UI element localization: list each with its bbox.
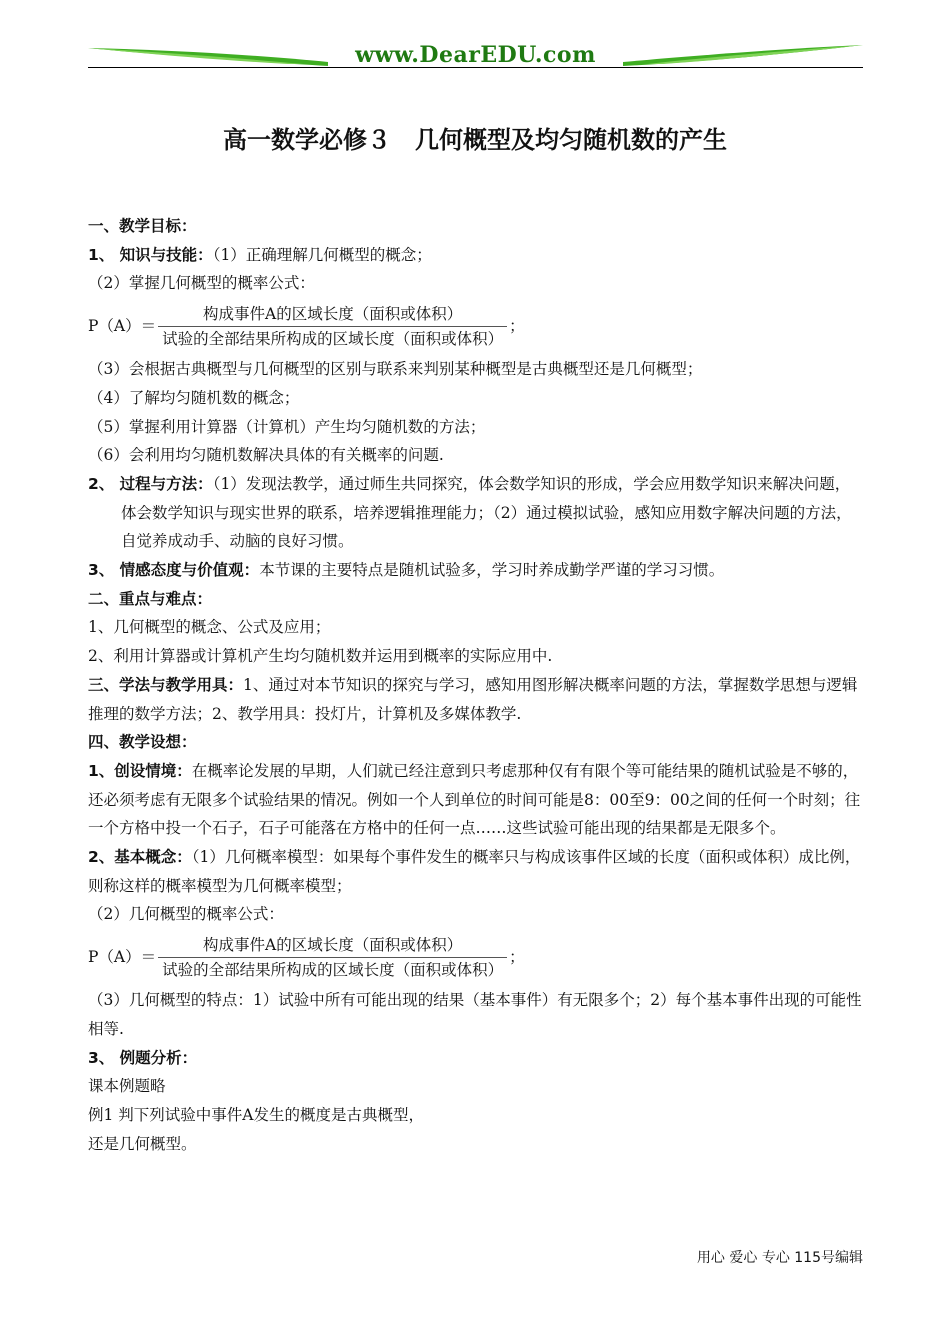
formula-fraction	[158, 302, 507, 351]
objective-knowledge-label: 1、 知识与技能：	[88, 245, 213, 264]
objective-item: （2）掌握几何概型的概率公式：	[88, 274, 315, 293]
formula-numerator: 构成事件A的区域长度（面积或体积）	[203, 936, 463, 955]
document-body	[88, 212, 864, 1158]
design-examples-label: 3、 例题分析：	[88, 1048, 198, 1067]
design-examples-item: 例1 判下列试验中事件A发生的概度是古典概型，	[88, 1105, 424, 1124]
design-scenario-label: 1、创设情境：	[88, 761, 192, 780]
objective-process-text: （1）发现法教学，通过师生共同探究，体会数学知识的形成，学会应用数学知识来解决问题，体会数学知识与现实世界的联系，培养逻辑推理能力；（2）通过模拟试验，感知应用数字解决问题的方法，自觉养成动手、动脑的良好习惯。	[121, 474, 852, 551]
objective-process-label: 2、 过程与方法：	[88, 474, 213, 493]
objective-item: （5）掌握利用计算器（计算机）产生均匀随机数的方法；	[88, 417, 486, 436]
objective-item: （4）了解均匀随机数的概念；	[88, 388, 300, 407]
objective-process	[88, 470, 864, 556]
formula-lhs: P（A）＝	[88, 948, 157, 967]
design-concepts-item: （2）几何概型的概率公式：	[88, 905, 284, 924]
design-concepts-label: 2、基本概念：	[88, 848, 192, 867]
design-concepts	[88, 843, 864, 900]
probability-formula	[88, 298, 864, 355]
objective-knowledge-text: （1）正确理解几何概型的概念；	[212, 245, 432, 264]
methods-text: 1、通过对本节知识的探究与学习，感知用图形解决概率问题的方法，掌握数学思想与逻辑推理的数学方法；2、教学用具：投灯片，计算机及多媒体教学.	[88, 675, 858, 723]
formula-denominator: 试验的全部结果所构成的区域长度（面积或体积）	[158, 957, 507, 982]
design-scenario-text: 在概率论发展的早期，人们就已经注意到只考虑那种仅有有限个等可能结果的随机试验是不够的，还必须考虑有无限多个试验结果的情况。例如一个人到单位的时间可能是8：00至9：00之间的任何一个时刻；往一个方格中投一个石子，石子可能落在方格中的任何一点……这些试验可能出现的结果都是无限多个。	[88, 761, 861, 838]
page-footer: 用心 爱心 专心 115号编辑	[696, 1250, 863, 1266]
section-heading-objectives: 一、教学目标：	[88, 217, 197, 235]
keypoint-item: 1、几何概型的概念、公式及应用；	[88, 618, 331, 637]
objective-attitude-text: 本节课的主要特点是随机试验多，学习时养成勤学严谨的学习习惯。	[259, 561, 725, 580]
section-methods	[88, 671, 864, 728]
design-examples-item: 课本例题略	[88, 1077, 166, 1096]
header-divider	[88, 67, 863, 68]
page-title: 高一数学必修３ 几何概型及均匀随机数的产生	[223, 126, 727, 154]
formula-denominator: 试验的全部结果所构成的区域长度（面积或体积）	[158, 326, 507, 351]
formula-tail: ；	[509, 317, 525, 336]
objective-knowledge	[88, 241, 864, 270]
objective-attitude-label: 3、 情感态度与价值观：	[88, 561, 260, 580]
formula-fraction	[158, 933, 507, 982]
formula-tail: ；	[509, 948, 525, 967]
design-concepts-item: （3）几何概型的特点：1）试验中所有可能出现的结果（基本事件）有无限多个；2）每个基本事件出现的可能性相等.	[88, 991, 862, 1038]
design-concepts-text: （1）几何概率模型：如果每个事件发生的概率只与构成该事件区域的长度（面积或体积）成比例，则称这样的概率模型为几何概率模型；	[88, 848, 861, 895]
objective-item: （3）会根据古典概型与几何概型的区别与联系来判别某种概型是古典概型还是几何概型；	[88, 360, 703, 379]
site-logo-text: www.DearEDU.com	[355, 42, 596, 68]
design-examples-item: 还是几何概型。	[88, 1134, 197, 1153]
formula-numerator: 构成事件A的区域长度（面积或体积）	[203, 305, 463, 324]
section-heading-keypoints: 二、重点与难点：	[88, 589, 213, 608]
formula-lhs: P（A）＝	[88, 317, 157, 336]
section-heading-methods: 三、学法与教学用具：	[88, 675, 244, 694]
design-scenario	[88, 757, 864, 843]
section-heading-design: 四、教学设想：	[88, 733, 197, 752]
keypoint-item: 2、利用计算器或计算机产生均匀随机数并运用到概率的实际应用中.	[88, 647, 553, 666]
objective-item: （6）会利用均匀随机数解决具体的有关概率的问题.	[88, 446, 444, 465]
probability-formula-repeat	[88, 929, 864, 986]
objective-attitude	[88, 556, 864, 585]
